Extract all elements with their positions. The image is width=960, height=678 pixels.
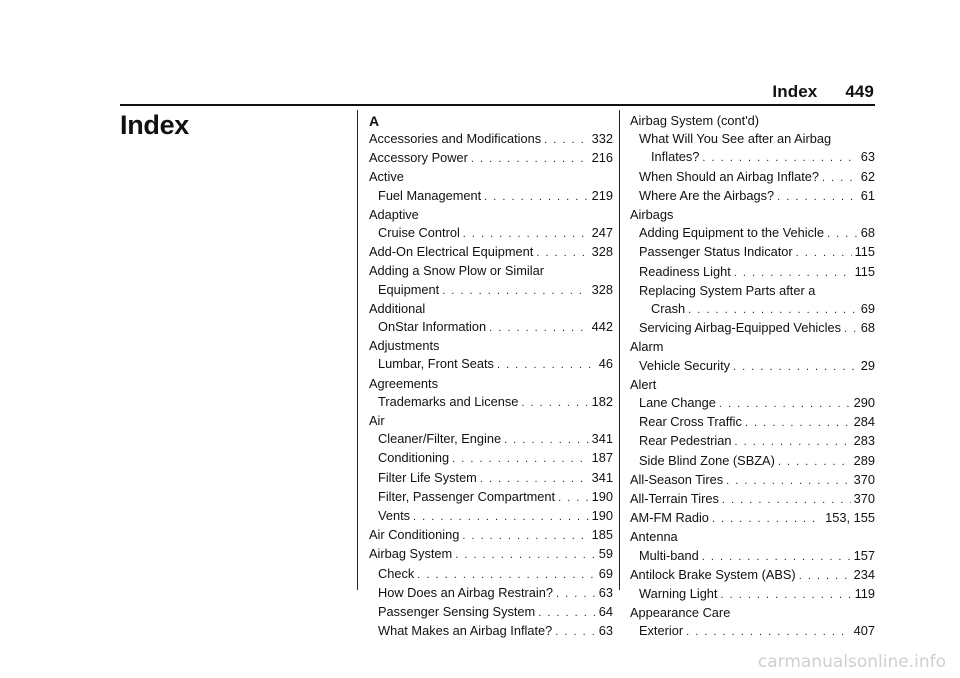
entry-page-number: 341 [591, 431, 613, 447]
dot-leader [497, 356, 596, 374]
dot-leader [544, 131, 589, 149]
dot-leader [463, 225, 589, 243]
dot-leader [538, 604, 596, 622]
entry-page-number: 284 [853, 414, 875, 430]
entry-page-number: 62 [860, 168, 875, 184]
entry-label: Where Are the Airbags? [639, 187, 775, 203]
section-letter: A [369, 113, 380, 129]
entry-page-number: 182 [591, 393, 613, 409]
entry-page-number: 69 [860, 301, 875, 317]
entry-label: All-Terrain Tires [630, 491, 719, 507]
index-entry [630, 300, 875, 319]
entry-label: Exterior [639, 623, 684, 639]
page-title: Index [120, 110, 190, 140]
entry-label: Warning Light [639, 586, 718, 602]
index-entry [369, 187, 613, 206]
index-entry [630, 357, 875, 376]
entry-label: Passenger Status Indicator [639, 244, 793, 260]
entry-label: Servicing Airbag-Equipped Vehicles [639, 320, 842, 336]
entry-page-number: 63 [860, 149, 875, 165]
index-entry [630, 148, 875, 167]
index-entry [630, 187, 875, 206]
dot-leader [504, 431, 589, 449]
entry-page-number: 119 [854, 586, 875, 602]
index-heading: Replacing System Parts after a [639, 282, 816, 298]
dot-leader [722, 491, 851, 509]
entry-page-number: 234 [853, 566, 875, 582]
dot-leader [688, 301, 858, 319]
entry-label: Conditioning [378, 450, 450, 466]
entry-label: AM-FM Radio [630, 510, 709, 526]
dot-leader [719, 395, 851, 413]
index-entry [630, 566, 875, 585]
dot-leader [452, 450, 588, 468]
index-entry [369, 281, 613, 300]
index-entry [369, 130, 613, 149]
entry-label: Side Blind Zone (SBZA) [639, 452, 775, 468]
entry-label: Cleaner/Filter, Engine [378, 431, 502, 447]
entry-page-number: 442 [591, 319, 613, 335]
entry-label: All-Season Tires [630, 471, 724, 487]
entry-label: How Does an Airbag Restrain? [378, 584, 553, 600]
index-entry [630, 509, 875, 528]
entry-page-number: 69 [598, 565, 613, 581]
entry-page-number: 185 [591, 527, 613, 543]
dot-leader [827, 225, 858, 243]
index-column-2 [630, 112, 875, 642]
entry-page-number: 290 [853, 395, 875, 411]
dot-leader [734, 433, 850, 451]
dot-leader [712, 510, 822, 528]
index-entry [369, 393, 613, 412]
entry-label: OnStar Information [378, 319, 487, 335]
dot-leader [480, 470, 589, 488]
index-entry [630, 263, 875, 282]
index-heading: Adjustments [369, 338, 440, 354]
dot-leader [726, 472, 850, 490]
dot-leader [702, 149, 857, 167]
index-heading: Airbag System (cont'd) [630, 113, 760, 128]
entry-label: Check [378, 565, 415, 581]
entry-page-number: 153, 155 [825, 510, 875, 526]
index-entry [369, 584, 613, 603]
dot-leader [489, 319, 589, 337]
dot-leader [686, 623, 851, 641]
dot-leader [471, 150, 589, 168]
entry-page-number: 46 [598, 356, 613, 372]
index-entry [630, 547, 875, 566]
index-entry [369, 243, 613, 262]
entry-label: Crash [651, 301, 686, 317]
entry-label: Accessory Power [369, 150, 468, 166]
entry-label: Antilock Brake System (ABS) [630, 566, 796, 582]
entry-page-number: 59 [598, 546, 613, 562]
dot-leader [462, 527, 588, 545]
entry-label: Passenger Sensing System [378, 604, 536, 620]
entry-label: Filter Life System [378, 469, 477, 485]
header-title: Index [772, 82, 818, 101]
index-entry [630, 471, 875, 490]
entry-label: Air Conditioning [369, 527, 460, 543]
entry-label: Accessories and Modifications [369, 131, 542, 146]
entry-page-number: 328 [591, 244, 613, 260]
entry-label: Cruise Control [378, 225, 460, 241]
entry-label: Add-On Electrical Equipment [369, 244, 534, 260]
index-entry [630, 452, 875, 471]
index-entry [630, 394, 875, 413]
dot-leader [796, 244, 852, 262]
entry-page-number: 190 [591, 508, 613, 524]
index-heading: Adding a Snow Plow or Similar [369, 263, 544, 279]
index-heading: Antenna [630, 529, 678, 545]
entry-page-number: 216 [591, 150, 613, 166]
index-entry [630, 622, 875, 641]
index-entry [630, 432, 875, 451]
watermark: carmanualsonline.info [757, 652, 946, 672]
entry-label: When Should an Airbag Inflate? [639, 168, 819, 184]
dot-leader [413, 508, 589, 526]
entry-page-number: 332 [591, 131, 613, 146]
entry-label: Filter, Passenger Compartment [378, 488, 556, 504]
dot-leader [778, 453, 851, 471]
index-heading: Airbags [630, 207, 674, 223]
index-heading: Alarm [630, 339, 664, 355]
dot-leader [720, 586, 851, 604]
entry-label: Inflates? [651, 149, 700, 165]
entry-page-number: 289 [853, 452, 875, 468]
index-entry [630, 413, 875, 432]
index-entry [630, 490, 875, 509]
entry-page-number: 29 [860, 357, 875, 373]
entry-label: Vehicle Security [639, 357, 731, 373]
entry-page-number: 187 [591, 450, 613, 466]
entry-label: Adding Equipment to the Vehicle [639, 225, 824, 241]
index-entry [369, 224, 613, 243]
index-entry [369, 507, 613, 526]
index-entry [369, 355, 613, 374]
entry-page-number: 63 [598, 584, 613, 600]
index-entry [369, 449, 613, 468]
entry-label: Readiness Light [639, 263, 731, 279]
column-divider-left [357, 110, 358, 590]
entry-label: Vents [378, 508, 411, 524]
index-entry [369, 565, 613, 584]
entry-label: Equipment [378, 281, 440, 297]
entry-page-number: 68 [860, 225, 875, 241]
entry-page-number: 370 [853, 491, 875, 507]
index-entry [369, 488, 613, 507]
index-entry [369, 318, 613, 337]
index-entry [630, 319, 875, 338]
dot-leader [799, 567, 851, 585]
entry-label: Rear Cross Traffic [639, 414, 742, 430]
entry-page-number: 61 [860, 187, 875, 203]
index-entry [630, 243, 875, 262]
dot-leader [555, 623, 595, 641]
header-rule [120, 104, 875, 106]
index-entry [369, 469, 613, 488]
page-header [0, 82, 874, 102]
dot-leader [455, 546, 596, 564]
index-entry [630, 168, 875, 187]
entry-label: Fuel Management [378, 187, 482, 203]
dot-leader [702, 548, 851, 566]
index-heading: Air [369, 413, 385, 429]
dot-leader [558, 489, 589, 507]
index-heading: Adaptive [369, 206, 419, 222]
entry-page-number: 283 [853, 433, 875, 449]
dot-leader [484, 188, 588, 206]
dot-leader [536, 244, 588, 262]
index-entry [369, 603, 613, 622]
index-column-1 [369, 112, 613, 641]
entry-page-number: 115 [854, 263, 875, 279]
index-heading: Agreements [369, 375, 438, 391]
index-entry [369, 526, 613, 545]
entry-page-number: 328 [591, 281, 613, 297]
entry-page-number: 247 [591, 225, 613, 241]
index-heading: What Will You See after an Airbag [639, 131, 832, 147]
header-page-number: 449 [845, 82, 874, 101]
entry-page-number: 63 [598, 623, 613, 639]
index-entry [369, 430, 613, 449]
dot-leader [733, 358, 858, 376]
entry-label: Airbag System [369, 546, 453, 562]
index-entry [369, 622, 613, 641]
entry-page-number: 68 [860, 320, 875, 336]
dot-leader [442, 282, 588, 300]
entry-label: What Makes an Airbag Inflate? [378, 623, 553, 639]
dot-leader [844, 320, 858, 338]
index-entry [630, 224, 875, 243]
entry-page-number: 341 [591, 469, 613, 485]
entry-page-number: 157 [853, 547, 875, 563]
index-entry [630, 585, 875, 604]
column-divider-right [619, 110, 620, 590]
entry-page-number: 115 [854, 244, 875, 260]
entry-page-number: 190 [591, 488, 613, 504]
entry-label: Rear Pedestrian [639, 433, 732, 449]
entry-page-number: 370 [853, 471, 875, 487]
dot-leader [745, 414, 851, 432]
dot-leader [556, 585, 596, 603]
index-heading: Alert [630, 376, 657, 392]
entry-label: Multi-band [639, 547, 699, 563]
index-entry [369, 149, 613, 168]
dot-leader [417, 566, 595, 584]
dot-leader [777, 188, 858, 206]
entry-label: Lumbar, Front Seats [378, 356, 494, 372]
index-heading: Appearance Care [630, 605, 731, 621]
entry-page-number: 407 [853, 623, 875, 639]
dot-leader [521, 394, 588, 412]
entry-label: Lane Change [639, 395, 716, 411]
dot-leader [822, 169, 858, 187]
entry-label: Trademarks and License [378, 393, 519, 409]
entry-page-number: 64 [598, 604, 613, 620]
index-entry [369, 545, 613, 564]
index-heading: Additional [369, 300, 426, 316]
dot-leader [734, 264, 852, 282]
entry-page-number: 219 [591, 187, 613, 203]
index-heading: Active [369, 169, 404, 185]
